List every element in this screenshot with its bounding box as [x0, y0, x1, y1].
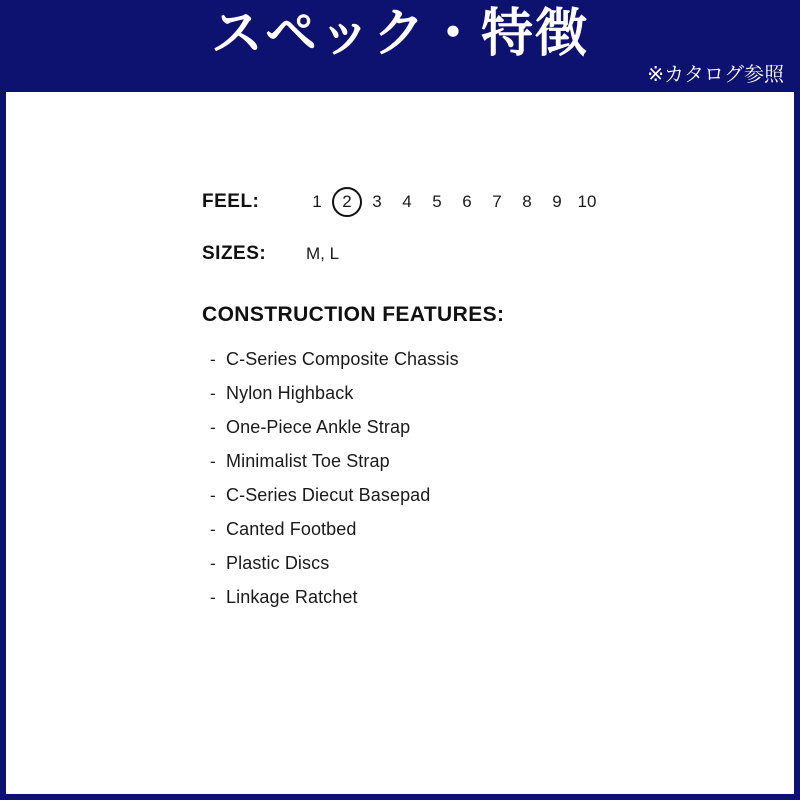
feel-scale-5: 5 — [432, 192, 442, 211]
construction-features-title: CONSTRUCTION FEATURES: — [202, 303, 505, 326]
spec-content — [202, 187, 762, 621]
list-item — [202, 349, 762, 370]
list-item — [202, 519, 762, 540]
dash-bullet-icon: - — [210, 486, 216, 505]
list-item — [202, 553, 762, 574]
feel-label: FEEL: — [202, 191, 260, 212]
feature-list — [202, 349, 762, 608]
feature-text: One-Piece Ankle Strap — [226, 417, 411, 437]
dash-bullet-icon: - — [210, 418, 216, 437]
list-item — [202, 485, 762, 506]
feel-scale-2-selected: 2 — [332, 187, 362, 217]
list-item — [202, 417, 762, 438]
feel-scale-7: 7 — [492, 192, 502, 211]
feature-text: Canted Footbed — [226, 519, 357, 539]
dash-bullet-icon: - — [210, 350, 216, 369]
sizes-label: SIZES: — [202, 243, 267, 264]
feature-text: Nylon Highback — [226, 383, 354, 403]
page-title: スペック・特徴 — [210, 4, 589, 64]
feel-row — [202, 187, 762, 217]
feel-scale-1: 1 — [312, 192, 322, 211]
list-item — [202, 451, 762, 472]
list-item — [202, 383, 762, 404]
feel-scale-8: 8 — [522, 192, 532, 211]
dash-bullet-icon: - — [210, 384, 216, 403]
feel-scale-4: 4 — [402, 192, 412, 211]
list-item — [202, 587, 762, 608]
feature-text: Minimalist Toe Strap — [226, 451, 390, 471]
sizes-row — [202, 243, 762, 265]
feel-scale-6: 6 — [462, 192, 472, 211]
feel-scale — [302, 187, 602, 217]
feature-text: C-Series Diecut Basepad — [226, 485, 431, 505]
page-header — [0, 0, 800, 92]
catalog-note: ※カタログ参照 — [647, 62, 784, 86]
dash-bullet-icon: - — [210, 520, 216, 539]
feature-text: Linkage Ratchet — [226, 587, 358, 607]
feature-text: C-Series Composite Chassis — [226, 349, 459, 369]
feel-scale-10: 10 — [577, 192, 597, 211]
feature-text: Plastic Discs — [226, 553, 330, 573]
dash-bullet-icon: - — [210, 554, 216, 573]
feel-scale-9: 9 — [552, 192, 562, 211]
dash-bullet-icon: - — [210, 452, 216, 471]
feel-scale-3: 3 — [372, 192, 382, 211]
spec-card — [6, 92, 794, 794]
dash-bullet-icon: - — [210, 588, 216, 607]
sizes-value: M, L — [306, 244, 340, 263]
